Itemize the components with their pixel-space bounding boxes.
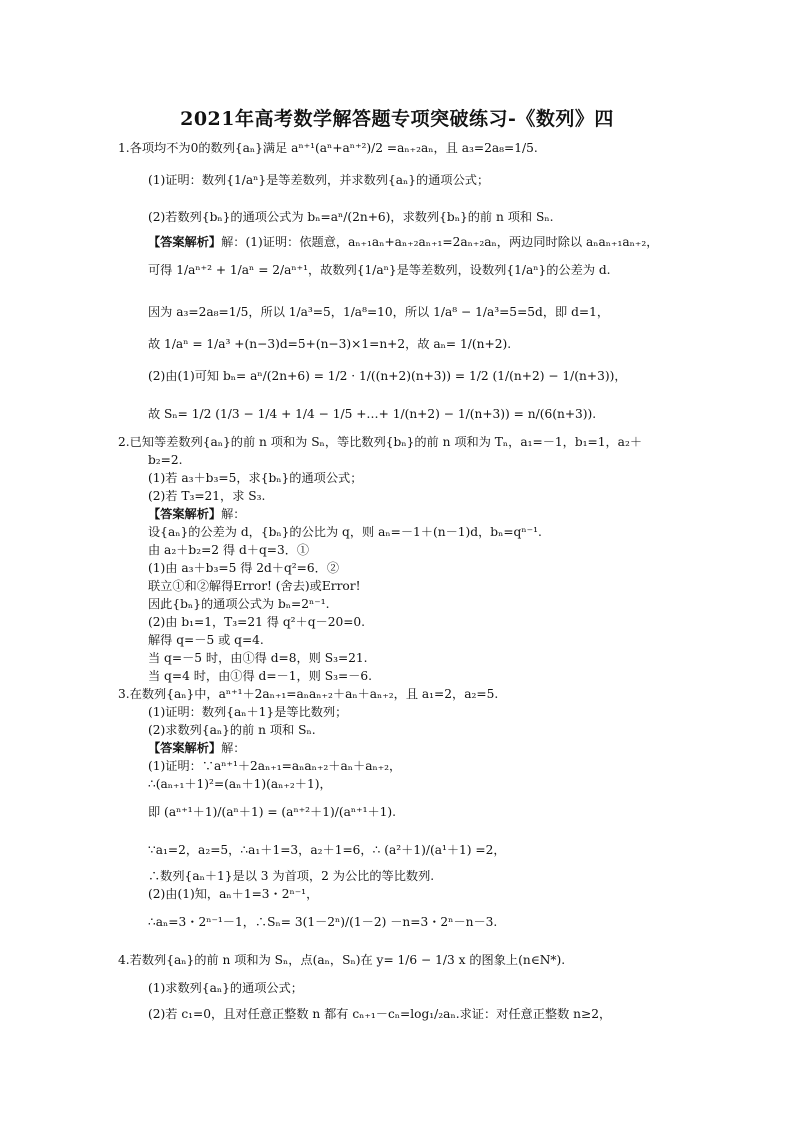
- text-line: [118, 140, 538, 156]
- text-line: [148, 1006, 611, 1022]
- line-text: 由 a₂＋b₂=2 得 d＋q=3．①: [148, 543, 310, 557]
- text-line: [148, 234, 658, 250]
- line-text: 解：: [221, 507, 246, 521]
- line-text: 因此{bₙ}的通项公式为 bₙ=2ⁿ⁻¹.: [148, 597, 330, 611]
- line-text: (2)若 T₃=21，求 S₃.: [148, 489, 266, 503]
- line-text: (2)由 b₁=1，T₃=21 得 q²＋q－20=0.: [148, 615, 366, 629]
- line-text: (2)若数列{bₙ}的通项公式为 bₙ=aⁿ/(2n+6)，求数列{bₙ}的前 n 项和 Sₙ.: [148, 210, 554, 224]
- line-text: 设{aₙ}的公差为 d，{bₙ}的公比为 q，则 aₙ=－1＋(n－1)d，bₙ=qⁿ⁻¹.: [148, 525, 542, 539]
- text-line: [148, 368, 627, 384]
- text-line: [148, 406, 596, 422]
- text-line: [148, 980, 303, 996]
- line-text: 故 1/aⁿ = 1/a³ +(n−3)d=5+(n−3)×1=n+2，故 aₙ= 1/(n+2).: [148, 337, 512, 351]
- text-line: [148, 470, 362, 486]
- line-text: 即 (aⁿ⁺¹＋1)/(aⁿ＋1) = (aⁿ⁺²＋1)/(aⁿ⁺¹＋1).: [148, 805, 397, 819]
- line-text: (2)由(1)可知 bₙ= aⁿ/(2n+6) = 1/2 · 1/((n+2)(n+3)) = 1/2 (1/(n+2) − 1/(n+3))，: [148, 369, 627, 383]
- text-line: [148, 209, 553, 225]
- line-text: 3.在数列{aₙ}中，aⁿ⁺¹＋2aₙ₊₁=aₙaₙ₊₂＋aₙ＋aₙ₊₂，且 a₁=2，a₂=5.: [118, 687, 499, 701]
- text-line: [118, 686, 498, 702]
- line-text: (2)求数列{aₙ}的前 n 项和 Sₙ.: [148, 723, 316, 737]
- text-line: [148, 596, 329, 612]
- line-text: ∴aₙ=3・2ⁿ⁻¹－1，∴Sₙ= 3(1－2ⁿ)/(1－2) －n=3・2ⁿ－n－3.: [148, 915, 498, 929]
- text-line: [148, 452, 183, 468]
- text-line: [148, 722, 316, 738]
- text-line: [148, 524, 542, 540]
- line-text: (1)若 a₃＋b₃=5，求{bₙ}的通项公式；: [148, 471, 363, 485]
- page-title: 2021年高考数学解答题专项突破练习-《数列》四: [180, 108, 614, 130]
- line-text: 当 q=4 时，由①得 d=－1，则 S₃=－6.: [148, 669, 372, 683]
- text-line: [148, 578, 360, 594]
- text-line: [148, 804, 396, 820]
- text-line: [148, 614, 365, 630]
- text-line: [148, 560, 339, 576]
- line-text: ∴数列{aₙ＋1}是以 3 为首项，2 为公比的等比数列.: [148, 869, 435, 883]
- line-text: b₂=2.: [148, 453, 183, 467]
- text-line: [148, 914, 497, 930]
- line-text: (2)若 c₁=0，且对任意正整数 n 都有 cₙ₊₁－cₙ=log₁/₂aₙ.求证：对任意正整数 n≥2，: [148, 1007, 612, 1021]
- text-line: [148, 506, 246, 522]
- line-text: 1.各项均不为0的数列{aₙ}满足 aⁿ⁺¹(aⁿ+aⁿ⁺²)/2 =aₙ₊₂aₙ，且 a₃=2a₈=1/5.: [118, 141, 538, 155]
- line-text: ∵a₁=2，a₂=5，∴a₁＋1=3，a₂＋1=6，∴ (a²＋1)/(a¹＋1) =2，: [148, 843, 506, 857]
- text-line: [148, 868, 434, 884]
- text-line: [148, 758, 401, 774]
- text-line: [148, 632, 264, 648]
- line-text: (1)由 a₃＋b₃=5 得 2d＋q²=6．②: [148, 561, 340, 575]
- line-text: 可得 1/aⁿ⁺² + 1/aⁿ = 2/aⁿ⁺¹，故数列{1/aⁿ}是等差数列，设数列{1/aⁿ}的公差为 d.: [148, 263, 611, 277]
- line-text: 4.若数列{aₙ}的前 n 项和为 Sₙ，点(aₙ，Sₙ)在 y= 1/6 − 1/3 x 的图象上(n∈N*).: [118, 953, 566, 967]
- line-text: 当 q=－5 时，由①得 d=8，则 S₃=21.: [148, 651, 368, 665]
- line-text: 因为 a₃=2a₈=1/5，所以 1/a³=5，1/a⁸=10，所以 1/a⁸ − 1/a³=5=5d，即 d=1，: [148, 305, 610, 319]
- answer-tag: 【答案解析】: [148, 741, 222, 755]
- text-line: [148, 542, 309, 558]
- text-line: [148, 886, 318, 902]
- text-line: [148, 650, 368, 666]
- line-text: 故 Sₙ= 1/2 (1/3 − 1/4 + 1/4 − 1/5 +…+ 1/(n+2) − 1/(n+3)) = n/(6(n+3)).: [148, 407, 597, 421]
- line-text: (1)求数列{aₙ}的通项公式；: [148, 981, 303, 995]
- answer-tag: 【答案解析】: [148, 507, 222, 521]
- text-line: [148, 740, 246, 756]
- line-text: 解：: [221, 741, 246, 755]
- line-text: 2.已知等差数列{aₙ}的前 n 项和为 Sₙ，等比数列{bₙ}的前 n 项和为 Tₙ，a₁=－1，b₁=1，a₂＋: [118, 435, 643, 449]
- text-line: [148, 488, 265, 504]
- line-text: (1)证明：∵aⁿ⁺¹＋2aₙ₊₁=aₙaₙ₊₂＋aₙ＋aₙ₊₂，: [148, 759, 402, 773]
- text-line: [148, 668, 372, 684]
- line-text: 联立①和②解得Error! (舍去)或Error!: [148, 579, 361, 593]
- text-line: [148, 776, 332, 792]
- text-line: [148, 262, 611, 278]
- line-text: 解得 q=－5 或 q=4.: [148, 633, 264, 647]
- line-text: ∴(aₙ₊₁＋1)²=(aₙ＋1)(aₙ₊₂＋1)，: [148, 777, 332, 791]
- text-line: [148, 336, 511, 352]
- line-text: (1)证明：数列{1/aⁿ}是等差数列，并求数列{aₙ}的通项公式；: [148, 173, 490, 187]
- text-line: [148, 842, 506, 858]
- line-text: (2)由(1)知，aₙ＋1=3・2ⁿ⁻¹，: [148, 887, 319, 901]
- text-line: [148, 304, 609, 320]
- line-text: (1)证明：数列{aₙ＋1}是等比数列；: [148, 705, 348, 719]
- text-line: [148, 704, 347, 720]
- text-line: [148, 172, 489, 188]
- text-line: [118, 952, 565, 968]
- answer-tag: 【答案解析】: [148, 235, 222, 249]
- line-text: 解：(1)证明：依题意，aₙ₊₁aₙ+aₙ₊₂aₙ₊₁=2aₙ₊₂aₙ，两边同时除以 aₙaₙ₊₁aₙ₊₂，: [221, 235, 659, 249]
- text-line: [118, 434, 642, 450]
